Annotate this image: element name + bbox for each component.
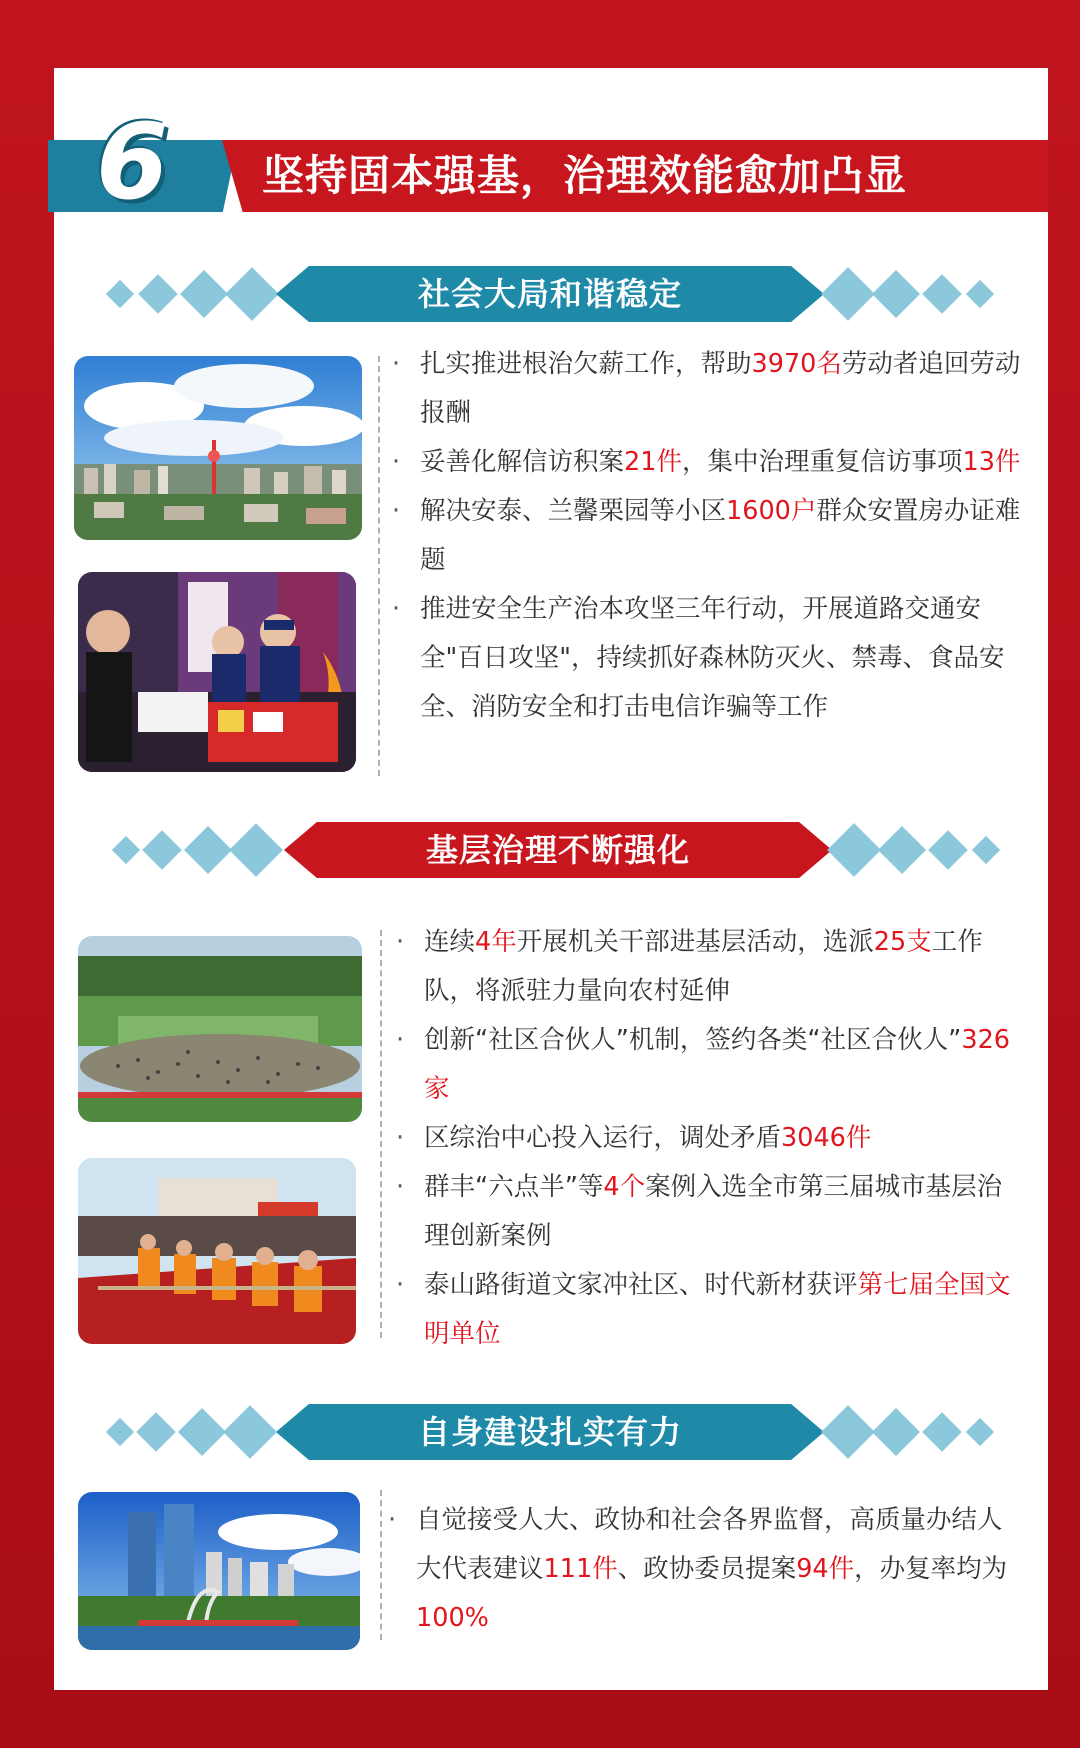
section-ribbon-1 bbox=[100, 266, 1000, 322]
fire-safety-event-photo bbox=[78, 572, 356, 772]
diamond-decoration bbox=[180, 270, 228, 318]
header-number: 6 bbox=[96, 101, 169, 223]
divider-line bbox=[380, 1490, 382, 1640]
item-text: 区综治中心投入运行，调处矛盾 bbox=[424, 1123, 782, 1153]
diamond-decoration bbox=[225, 267, 279, 321]
list-item: · 连续4年开展机关干部进基层活动，选派25支工作队，将派驻力量向农村延伸 bbox=[396, 927, 983, 1006]
diamond-decoration bbox=[142, 830, 182, 870]
item-text: 、政协委员提案 bbox=[617, 1554, 797, 1584]
field-activity-photo bbox=[78, 936, 362, 1122]
diamond-decoration bbox=[106, 280, 134, 308]
diamond-decoration bbox=[821, 267, 875, 321]
item-text: 群丰“六点半”等 bbox=[424, 1172, 604, 1202]
item-text: 群众安置房办证难题 bbox=[420, 496, 1021, 575]
highlight-number: 111件 bbox=[543, 1554, 618, 1584]
diamond-decoration bbox=[928, 830, 968, 870]
highlight-number: 3046件 bbox=[781, 1123, 872, 1153]
section-1-list bbox=[392, 340, 1022, 732]
list-item: · 妥善化解信访积案21件，集中治理重复信访事项13件 bbox=[392, 447, 1021, 477]
diamond-decoration bbox=[872, 1408, 920, 1456]
list-item: · 扎实推进根治欠薪工作，帮助3970名劳动者追回劳动报酬 bbox=[392, 349, 1021, 428]
highlight-number: 4年 bbox=[475, 927, 517, 957]
header-title: 坚持固本强基，治理效能愈加凸显 bbox=[262, 151, 908, 200]
diamond-decoration bbox=[229, 823, 283, 877]
highlight-number: 25支 bbox=[873, 927, 932, 957]
item-text: ，办复率均为 bbox=[854, 1554, 1008, 1584]
item-text: 扎实推进根治欠薪工作，帮助 bbox=[420, 349, 752, 379]
item-text: 连续 bbox=[424, 927, 476, 957]
section-3-list bbox=[388, 1496, 1022, 1643]
diamond-decoration bbox=[922, 1412, 962, 1452]
list-item: · 自觉接受人大、政协和社会各界监督，高质量办结人大代表建议111件、政协委员提案94件，办复率均为100% bbox=[388, 1505, 1008, 1633]
item-text: 妥善化解信访积案 bbox=[420, 447, 625, 477]
diamond-decoration bbox=[106, 1418, 134, 1446]
divider-line bbox=[380, 930, 382, 1338]
item-text: 劳动者追回劳动报酬 bbox=[420, 349, 1021, 428]
list-item: · 泰山路街道文家冲社区、时代新材获评第七届全国文明单位 bbox=[396, 1270, 1011, 1349]
list-item: · 推进安全生产治本攻坚三年行动，开展道路交通安全"百日攻坚"，持续抓好森林防灭火、禁毒、食品安全、消防安全和打击电信诈骗等工作 bbox=[392, 594, 1005, 722]
diamond-decoration bbox=[184, 826, 232, 874]
diamond-decoration bbox=[827, 823, 881, 877]
diamond-decoration bbox=[878, 826, 926, 874]
diamond-decoration bbox=[872, 270, 920, 318]
item-text: 泰山路街道文家冲社区、时代新材获评 bbox=[424, 1270, 858, 1300]
diamond-decoration bbox=[821, 1405, 875, 1459]
highlight-number: 3970名 bbox=[751, 349, 842, 379]
section-2-list bbox=[396, 918, 1022, 1359]
diamond-decoration bbox=[223, 1405, 277, 1459]
section-ribbon-3 bbox=[100, 1404, 1000, 1460]
diamond-decoration bbox=[922, 274, 962, 314]
item-text: 推进安全生产治本攻坚三年行动，开展道路交通安全"百日攻坚"，持续抓好森林防灭火、禁毒、食品安全、消防安全和打击电信诈骗等工作 bbox=[420, 594, 1005, 722]
item-text: 解决安泰、兰馨栗园等小区 bbox=[420, 496, 727, 526]
city-skyline-photo bbox=[74, 356, 362, 540]
diamond-decoration bbox=[966, 280, 994, 308]
list-item: · 解决安泰、兰馨栗园等小区1600户群众安置房办证难题 bbox=[392, 496, 1021, 575]
divider-line bbox=[378, 356, 380, 776]
list-item: · 区综治中心投入运行，调处矛盾3046件 bbox=[396, 1123, 872, 1153]
highlight-number: 94件 bbox=[796, 1554, 855, 1584]
item-text: ，集中治理重复信访事项 bbox=[681, 447, 963, 477]
highlight-number: 13件 bbox=[962, 447, 1021, 477]
list-item: · 群丰“六点半”等4个案例入选全市第三届城市基层治理创新案例 bbox=[396, 1172, 1003, 1251]
item-text: 创新“社区合伙人”机制，签约各类“社区合伙人” bbox=[424, 1025, 962, 1055]
diamond-decoration bbox=[966, 1418, 994, 1446]
diamond-decoration bbox=[972, 836, 1000, 864]
diamond-decoration bbox=[112, 836, 140, 864]
item-text: 工作队，将派驻力量向农村延伸 bbox=[424, 927, 983, 1006]
highlight-number: 第七届全国文明单位 bbox=[424, 1270, 1011, 1349]
section-title: 社会大局和谐稳定 bbox=[417, 275, 682, 313]
diamond-decoration bbox=[138, 274, 178, 314]
section-title: 自身建设扎实有力 bbox=[417, 1413, 682, 1451]
highlight-number: 21件 bbox=[624, 447, 682, 477]
diamond-decoration bbox=[136, 1412, 176, 1452]
list-item: · 创新“社区合伙人”机制，签约各类“社区合伙人”326家 bbox=[396, 1025, 1011, 1104]
item-text: 开展机关干部进基层活动，选派 bbox=[516, 927, 874, 957]
city-park-photo bbox=[78, 1492, 360, 1650]
highlight-number: 326家 bbox=[424, 1025, 1011, 1104]
highlight-number: 1600户 bbox=[726, 496, 817, 526]
diamond-decoration bbox=[178, 1408, 226, 1456]
highlight-number: 4个 bbox=[603, 1172, 646, 1202]
tug-of-war-photo bbox=[78, 1158, 356, 1344]
section-ribbon-2 bbox=[100, 822, 1000, 878]
item-text: 案例入选全市第三届城市基层治理创新案例 bbox=[424, 1172, 1003, 1251]
section-title: 基层治理不断强化 bbox=[425, 831, 690, 869]
highlight-number: 100% bbox=[416, 1603, 489, 1633]
item-text: 自觉接受人大、政协和社会各界监督，高质量办结人大代表建议 bbox=[416, 1505, 1003, 1584]
